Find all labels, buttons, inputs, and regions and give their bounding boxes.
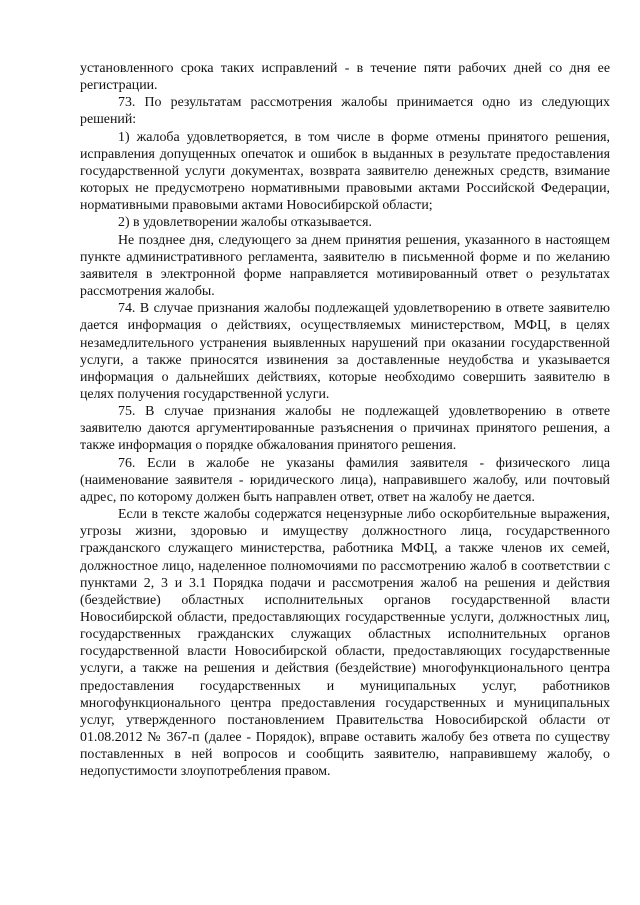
paragraph-74: 74. В случае признания жалобы подлежащей удовлетворению в ответе заявителю дается информация о действиях, осуществляемых министерством, МФЦ, в целях незамедлительного устранения выявленных нарушений при оказании государственной услуги, а также приносятся извинения за доставленные неудобства и указывается информация о дальнейших действиях, которые необходимо совершить заявителю в целях получения государственной услуги. [80,301,610,402]
paragraph-76-abuse: Если в тексте жалобы содержатся нецензурные либо оскорбительные выражения, угрозы жизни, здоровью и имуществу должностного лица, государственного гражданского служащего министерства, работника МФЦ, а также членов их семей, должностное лицо, наделенное полномочиями по рассмотрению жалоб в соответствии с пунктами 2, 3 и 3.1 Порядка подачи и рассмотрения жалоб на решения и действия (бездействие) областных исполнительных органов государственной власти Новосибирской области, предоставляющих государственные услуги, должностных лиц, государственных гражданских служащих областных исполнительных органов государственной власти Новосибирской области, предоставляющих государственные услуги, а также на решения и действия (бездействие) многофункционального центра предоставления государственных и муниципальных услуг, работников многофункционального центра предоставления государственных и муниципальных услуг, утвержденного постановлением Правительства Новосибирской области от 01.08.2012 № 367-п (далее - Порядок), вправе оставить жалобу без ответа по существу поставленных в ней вопросов и сообщить заявителю, направившему жалобу, о недопустимости злоупотребления правом. [80,507,610,780]
paragraph-73-item-1: 1) жалоба удовлетворяется, в том числе в форме отмены принятого решения, исправления допущенных опечаток и ошибок в выданных в результате предоставления государственной услуги документах, возврата заявителю денежных средств, взимание которых не предусмотрено нормативными правовыми актами Российской Федерации, нормативными правовыми актами Новосибирской области; [80,129,610,214]
paragraph-73: 73. По результатам рассмотрения жалобы принимается одно из следующих решений: [80,95,610,128]
paragraph-76: 76. Если в жалобе не указаны фамилия заявителя - физического лица (наименование заявителя - юридического лица), направившего жалобу, или почтовый адрес, по которому должен быть направлен ответ, ответ на жалобу не дается. [80,455,610,505]
paragraph-continuation: установленного срока таких исправлений - в течение пяти рабочих дней со дня ее регистрации. [80,61,610,94]
document-body [80,60,610,781]
paragraph-75: 75. В случае признания жалобы не подлежащей удовлетворению в ответе заявителю даются аргументированные разъяснения о причинах принятого решения, а также информация о порядке обжалования принятого решения. [80,404,610,454]
paragraph-73-response: Не позднее дня, следующего за днем принятия решения, указанного в настоящем пункте административного регламента, заявителю в письменной форме и по желанию заявителя в электронной форме направляется мотивированный ответ о результатах рассмотрения жалобы. [80,232,610,300]
paragraph-73-item-2: 2) в удовлетворении жалобы отказывается. [118,215,372,231]
